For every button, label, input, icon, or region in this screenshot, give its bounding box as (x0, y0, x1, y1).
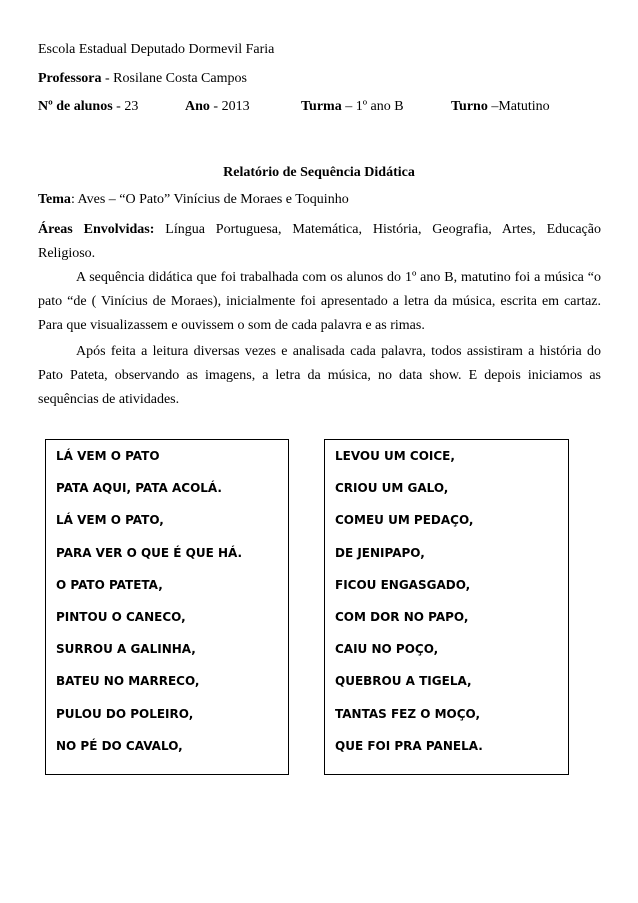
teacher-line (38, 70, 247, 87)
body-paragraph-1 (38, 266, 601, 338)
shift-value: –Matutino (487, 99, 550, 114)
class-value: – 1º ano B (341, 99, 404, 114)
students-value: - 23 (112, 99, 139, 114)
shift-label: Turno (451, 99, 488, 114)
poem-line: PARA VER O QUE É QUE HÁ. (56, 545, 243, 560)
poem-line: NO PÉ DO CAVALO, (56, 738, 183, 753)
school-name: Escola Estadual Deputado Dormevil Faria (38, 42, 275, 57)
teacher-value: - Rosilane Costa Campos (101, 71, 247, 86)
poem-line: QUEBROU A TIGELA, (335, 674, 472, 689)
poem-line: PINTOU O CANECO, (56, 609, 186, 624)
areas-label: Áreas Envolvidas: (38, 222, 155, 237)
poem-line: QUE FOI PRA PANELA. (335, 738, 483, 753)
teacher-label: Professora (38, 71, 102, 86)
body-paragraph-2-text: Após feita a leitura diversas vezes e analisada cada palavra, todos assistiram a história do Pato Pateta, observando as imagens, a letra da música, no data show. E depois iniciamos as sequências de atividades. (38, 344, 601, 407)
poem-line: COM DOR NO PAPO, (335, 609, 469, 624)
poem-box-right (324, 439, 569, 775)
body-paragraph-2 (38, 340, 601, 412)
year-value: - 2013 (209, 99, 250, 114)
year-label: Ano (185, 99, 210, 114)
class-group (301, 98, 404, 115)
poem-box-left (45, 439, 289, 775)
poem-line: DE JENIPAPO, (335, 545, 425, 560)
poem-lines-left (56, 446, 242, 768)
poem-line: CRIOU UM GALO, (335, 481, 449, 496)
poem-line: PULOU DO POLEIRO, (56, 706, 194, 721)
poem-line: CAIU NO POÇO, (335, 642, 439, 657)
students-count (38, 98, 138, 115)
poem-line: COMEU UM PEDAÇO, (335, 513, 474, 528)
areas-value: Língua Portuguesa, Matemática, História, Geografia, Artes, Educação Religioso. (38, 222, 601, 261)
poem-line: O PATO PATETA, (56, 577, 163, 592)
poem-line: TANTAS FEZ O MOÇO, (335, 706, 481, 721)
poem-line: LEVOU UM COICE, (335, 449, 455, 463)
theme-line (38, 191, 349, 208)
school-year (185, 98, 250, 115)
students-label: Nº de alunos (38, 99, 113, 114)
theme-value: : Aves – “O Pato” Vinícius de Moraes e Toquinho (70, 192, 349, 207)
poem-line: FICOU ENGASGADO, (335, 577, 471, 592)
areas-paragraph (38, 218, 601, 266)
theme-label: Tema (38, 192, 71, 207)
poem-line: LÁ VEM O PATO, (56, 513, 164, 528)
class-label: Turma (301, 99, 342, 114)
poem-lines-right (335, 446, 483, 768)
poem-line: BATEU NO MARRECO, (56, 674, 200, 689)
poem-line: LÁ VEM O PATO (56, 449, 160, 463)
poem-line: PATA AQUI, PATA ACOLÁ. (56, 481, 222, 496)
school-shift (451, 98, 550, 115)
report-title: Relatório de Sequência Didática (223, 165, 415, 180)
body-paragraph-1-text: A sequência didática que foi trabalhada com os alunos do 1º ano B, matutino foi a música “o pato “de ( Vinícius de Moraes), inicialmente foi apresentado a letra da música, escrita em cartaz. Para que visualizassem e ouvissem o som de cada palavra e as rimas. (38, 270, 601, 333)
poem-line: SURROU A GALINHA, (56, 642, 196, 657)
